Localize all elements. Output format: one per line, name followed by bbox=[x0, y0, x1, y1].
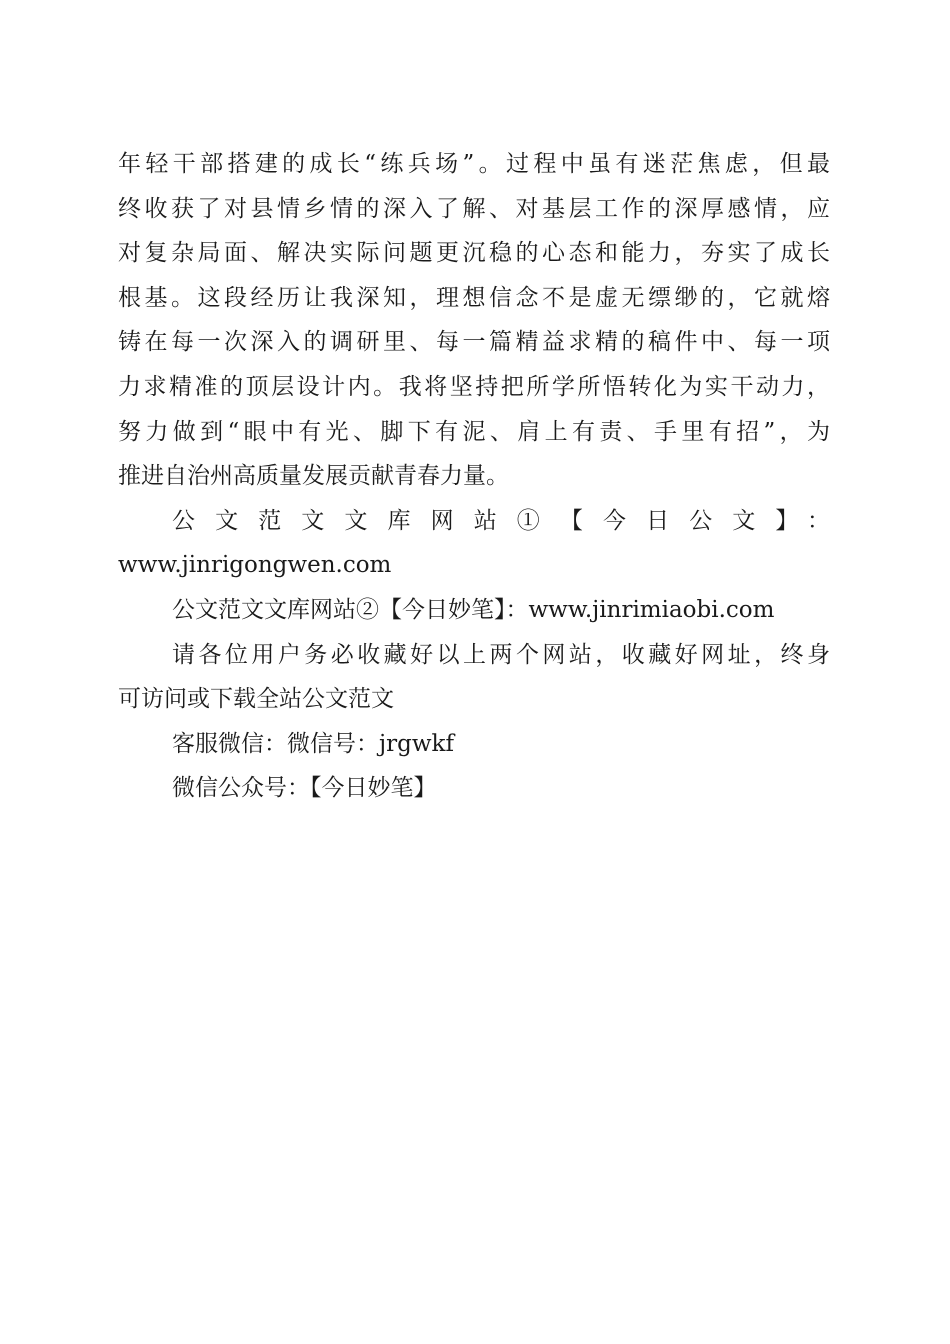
document-content bbox=[118, 142, 830, 811]
body-line: 根基。这段经历让我深知，理想信念不是虚无缥缈的，它就熔 bbox=[118, 284, 830, 311]
notice-line: 请各位用户务必收藏好以上两个网站，收藏好网址，终身 bbox=[172, 641, 830, 668]
notice-paragraph bbox=[118, 633, 830, 722]
notice-line: 可访问或下载全站公文范文 bbox=[118, 686, 394, 713]
site2-paragraph bbox=[118, 588, 830, 633]
wechat-service-line: 客服微信：微信号：jrgwkf bbox=[172, 730, 454, 757]
body-line: 对复杂局面、解决实际问题更沉稳的心态和能力，夯实了成长 bbox=[118, 240, 830, 267]
body-line: 铸在每一次深入的调研里、每一篇精益求精的稿件中、每一项 bbox=[118, 329, 830, 356]
body-line: 年轻干部搭建的成长“练兵场”。过程中虽有迷茫焦虑，但最 bbox=[118, 151, 830, 177]
site1-paragraph bbox=[118, 499, 830, 588]
site2-line[interactable]: 公文范文文库网站②【今日妙笔】：www.jinrimiaobi.com bbox=[172, 596, 775, 623]
wechat-service-paragraph bbox=[118, 722, 830, 767]
site1-url[interactable]: www.jinrigongwen.com bbox=[118, 552, 392, 579]
body-paragraph bbox=[118, 142, 830, 499]
body-line: 推进自治州高质量发展贡献青春力量。 bbox=[118, 463, 509, 490]
wechat-public-paragraph bbox=[118, 766, 830, 811]
wechat-public-line: 微信公众号：【今日妙笔】 bbox=[172, 775, 437, 802]
body-line: 努力做到“眼中有光、脚下有泥、肩上有责、手里有招”，为 bbox=[118, 418, 830, 445]
site1-label: 公文范文文库网站①【今日公文】： bbox=[172, 507, 830, 534]
body-line: 力求精准的顶层设计内。我将坚持把所学所悟转化为实干动力， bbox=[118, 373, 830, 400]
body-line: 终收获了对县情乡情的深入了解、对基层工作的深厚感情，应 bbox=[118, 195, 830, 222]
